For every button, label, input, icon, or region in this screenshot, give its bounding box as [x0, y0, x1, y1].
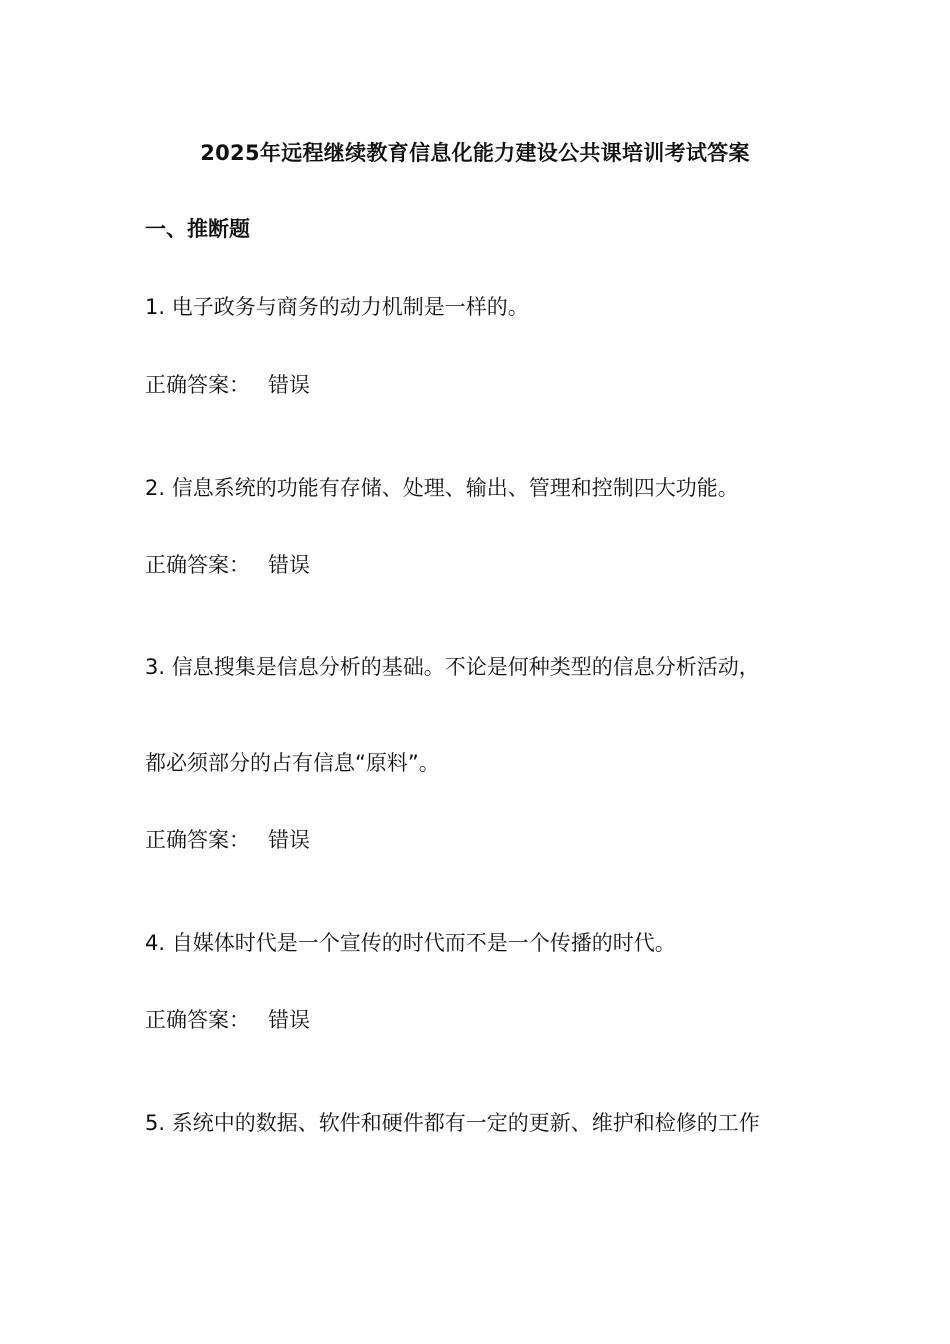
answer-label: 正确答案： — [145, 828, 250, 852]
question-1-answer — [145, 370, 310, 400]
answer-value: 错误 — [268, 373, 310, 397]
question-2-text: 2. 信息系统的功能有存储、处理、输出、管理和控制四大功能。 — [145, 476, 739, 500]
question-3-answer — [145, 825, 310, 855]
question-1-text: 1. 电子政务与商务的动力机制是一样的。 — [145, 295, 529, 319]
document-title: 2025年远程继续教育信息化能力建设公共课培训考试答案 — [200, 141, 750, 165]
answer-value: 错误 — [268, 1008, 310, 1032]
answer-label: 正确答案： — [145, 553, 250, 577]
question-3-text-line-2: 都必须部分的占有信息“原料”。 — [145, 751, 440, 775]
answer-value: 错误 — [268, 553, 310, 577]
answer-value: 错误 — [268, 828, 310, 852]
question-2-answer — [145, 550, 310, 580]
answer-label: 正确答案： — [145, 1008, 250, 1032]
question-3-text-line-1: 3. 信息搜集是信息分析的基础。不论是何种类型的信息分析活动， — [145, 655, 760, 679]
question-4-text: 4. 自媒体时代是一个宣传的时代而不是一个传播的时代。 — [145, 931, 676, 955]
section-heading: 一、推断题 — [145, 217, 250, 241]
answer-label: 正确答案： — [145, 373, 250, 397]
question-4-answer — [145, 1005, 310, 1035]
question-5-text: 5. 系统中的数据、软件和硬件都有一定的更新、维护和检修的工作 — [145, 1111, 760, 1135]
